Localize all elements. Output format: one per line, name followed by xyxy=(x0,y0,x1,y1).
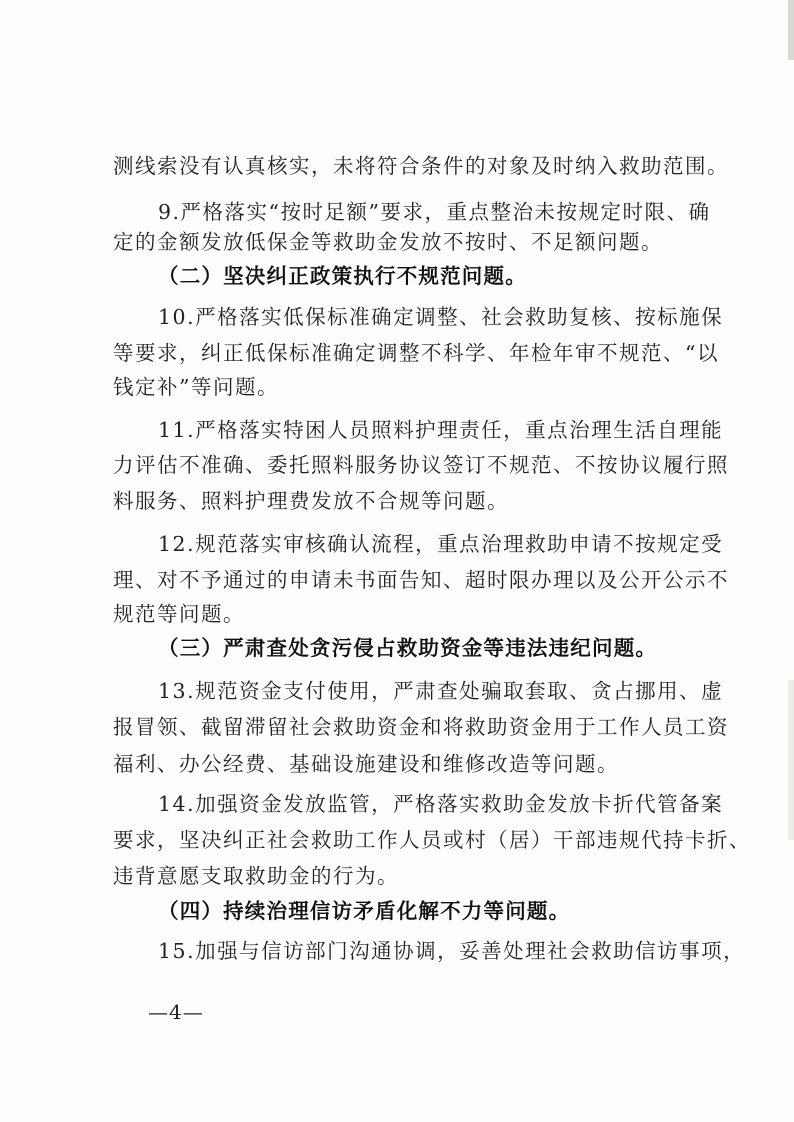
text-line: 福利、办公经费、基础设施建设和维修改造等问题。 xyxy=(113,752,619,776)
text-line: 规范等问题。 xyxy=(113,602,245,626)
text-line: 测线索没有认真核实，未将符合条件的对象及时纳入救助范围。 xyxy=(113,154,729,178)
page-number: —4— xyxy=(148,1000,204,1024)
text-line: 9.严格落实“按时足额”要求，重点整治未按规定时限、确 xyxy=(158,200,711,224)
text-line: 钱定补”等问题。 xyxy=(113,375,279,399)
text-line: 力评估不准确、委托照料服务协议签订不规范、不按协议履行照 xyxy=(113,453,729,477)
text-line: 料服务、照料护理费发放不合规等问题。 xyxy=(113,489,509,513)
text-line: 要求，坚决纠正社会救助工作人员或村（居）干部违规代持卡折、 xyxy=(113,828,751,852)
text-line: 理、对不予通过的申请未书面告知、超时限办理以及公开公示不 xyxy=(113,568,729,592)
text-line: 11.严格落实特困人员照料护理责任，重点治理生活自理能 xyxy=(158,418,724,442)
text-line: 定的金额发放低保金等救助金发放不按时、不足额问题。 xyxy=(113,230,663,254)
section-heading: （三）严肃查处贪污侵占救助资金等违法违纪问题。 xyxy=(158,636,658,660)
text-line: 13.规范资金支付使用，严肃查处骗取套取、贪占挪用、虚 xyxy=(158,679,724,703)
text-line: 10.严格落实低保标准确定调整、社会救助复核、按标施保 xyxy=(158,305,724,329)
text-line: 等要求，纠正低保标准确定调整不科学、年检年审不规范、“以 xyxy=(113,341,719,365)
scan-edge-shadow xyxy=(788,680,794,840)
section-heading: （二）坚决纠正政策执行不规范问题。 xyxy=(158,264,527,288)
text-line: 14.加强资金发放监管，严格落实救助金发放卡折代管备案 xyxy=(158,792,724,816)
text-line: 15.加强与信访部门沟通协调，妥善处理社会救助信访事项， xyxy=(158,939,746,963)
scan-edge-shadow xyxy=(788,0,794,60)
text-line: 12.规范落实审核确认流程，重点治理救助申请不按规定受 xyxy=(158,532,724,556)
text-line: 报冒领、截留滞留社会救助资金和将救助资金用于工作人员工资 xyxy=(113,715,729,739)
section-heading: （四）持续治理信访矛盾化解不力等问题。 xyxy=(158,899,571,923)
text-line: 违背意愿支取救助金的行为。 xyxy=(113,864,399,888)
